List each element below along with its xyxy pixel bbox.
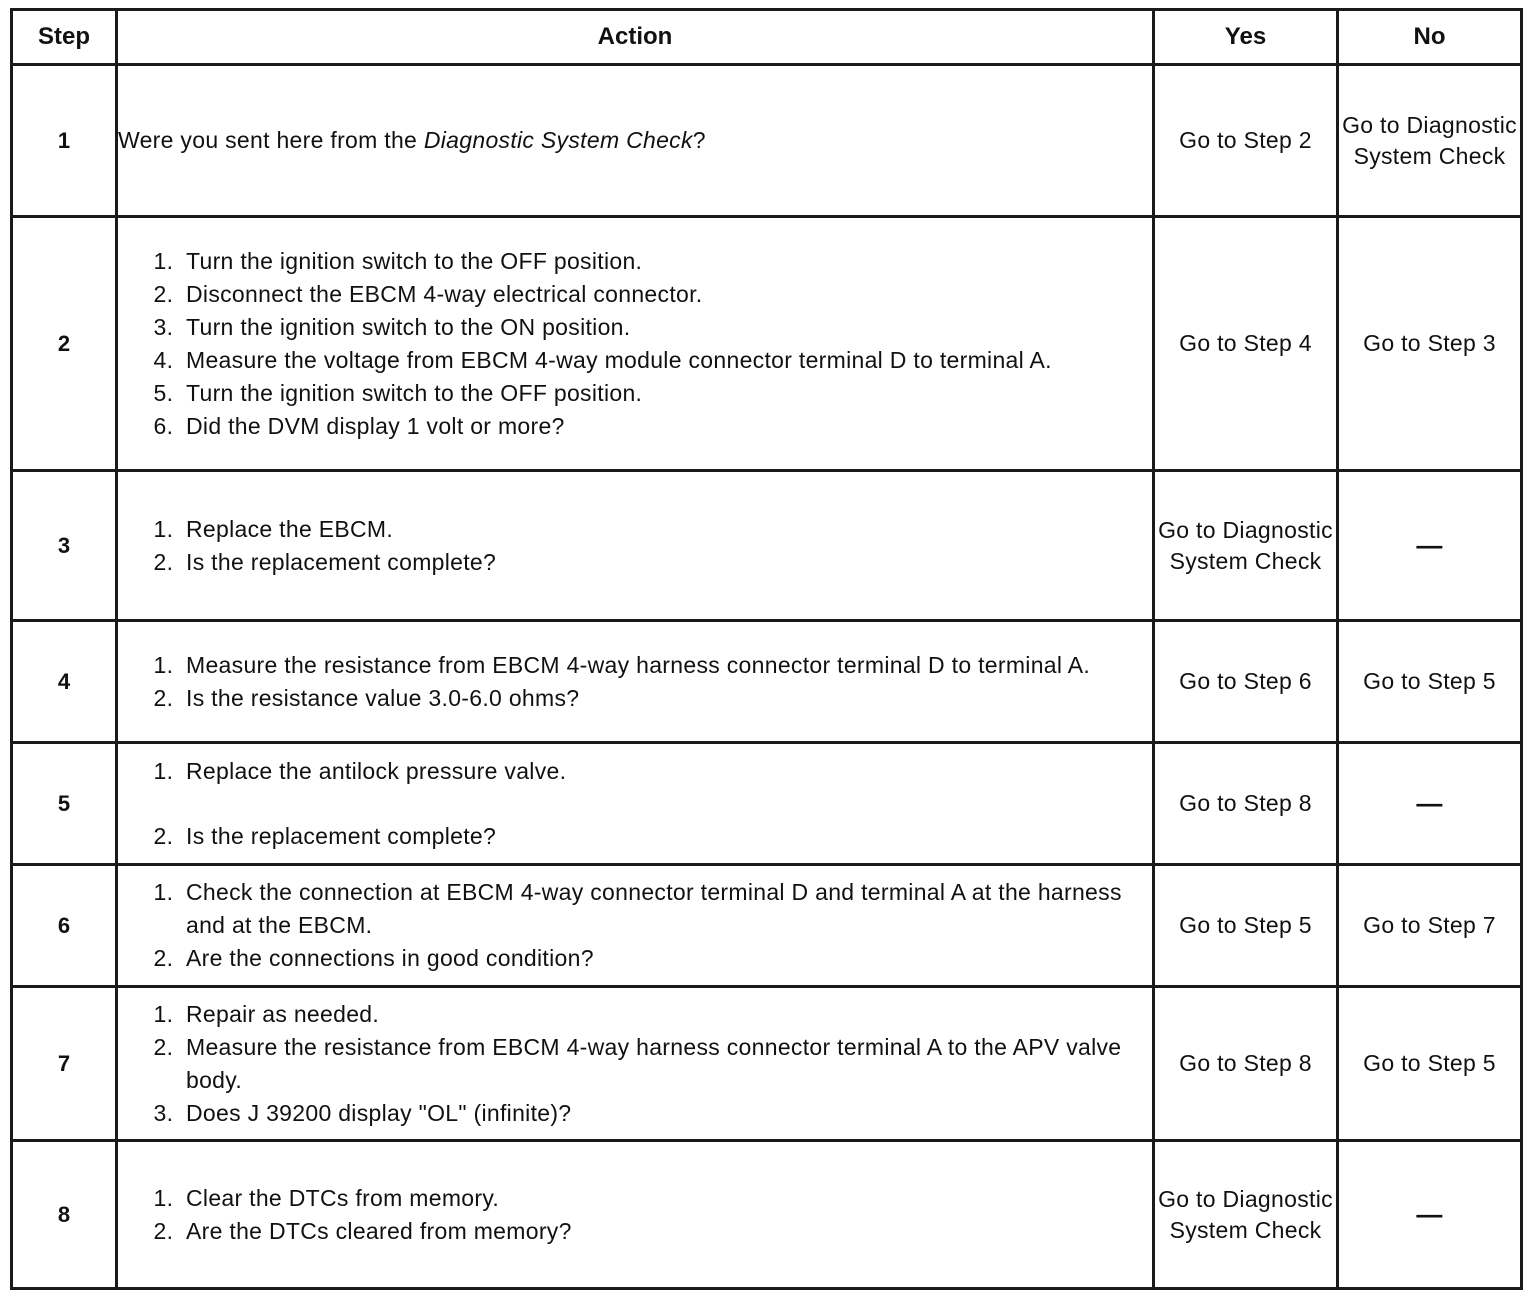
action-item: 1. Check the connection at EBCM 4-way connector terminal D and terminal A at the harness and at the EBCM. bbox=[180, 876, 1152, 942]
yes-cell: Go to Step 2 bbox=[1154, 65, 1338, 217]
action-cell bbox=[117, 471, 1154, 621]
table-row bbox=[12, 217, 1522, 471]
action-list bbox=[118, 245, 1152, 443]
action-item: 2. Measure the resistance from EBCM 4-way harness connector terminal A to the APV valve body. bbox=[180, 1031, 1152, 1097]
action-cell bbox=[117, 1141, 1154, 1289]
action-item: 2. Is the replacement complete? bbox=[180, 820, 1152, 853]
header-row bbox=[12, 10, 1522, 65]
no-action-dash: — bbox=[1416, 787, 1443, 818]
action-text: Were you sent here from the bbox=[118, 127, 424, 153]
header-no: No bbox=[1338, 10, 1522, 65]
action-item: 1. Repair as needed. bbox=[180, 998, 1152, 1031]
step-number: 8 bbox=[12, 1141, 117, 1289]
header-yes: Yes bbox=[1154, 10, 1338, 65]
no-cell: Go to Step 5 bbox=[1338, 621, 1522, 743]
action-item: 1. Measure the resistance from EBCM 4-way harness connector terminal D to terminal A. bbox=[180, 649, 1152, 682]
table-row bbox=[12, 987, 1522, 1141]
action-list bbox=[118, 513, 1152, 579]
yes-cell: Go to Step 8 bbox=[1154, 743, 1338, 865]
action-reference: Diagnostic System Check bbox=[423, 127, 693, 153]
action-list bbox=[118, 998, 1152, 1130]
action-list bbox=[118, 649, 1152, 715]
no-cell: Go to Step 5 bbox=[1338, 987, 1522, 1141]
step-number: 7 bbox=[12, 987, 117, 1141]
action-item: 2. Disconnect the EBCM 4-way electrical connector. bbox=[180, 278, 1152, 311]
action-item: 2. Is the replacement complete? bbox=[180, 546, 1152, 579]
table-row bbox=[12, 865, 1522, 987]
action-list bbox=[118, 1182, 1152, 1248]
table-row bbox=[12, 621, 1522, 743]
action-text-end: ? bbox=[692, 127, 706, 153]
yes-cell: Go to Diagnostic System Check bbox=[1154, 471, 1338, 621]
action-item: 2. Is the resistance value 3.0-6.0 ohms? bbox=[180, 682, 1152, 715]
header-step: Step bbox=[12, 10, 117, 65]
no-action-dash: — bbox=[1416, 529, 1443, 560]
header-action: Action bbox=[117, 10, 1154, 65]
step-number: 3 bbox=[12, 471, 117, 621]
no-cell: Go to Step 7 bbox=[1338, 865, 1522, 987]
yes-cell: Go to Diagnostic System Check bbox=[1154, 1141, 1338, 1289]
table-row bbox=[12, 743, 1522, 865]
action-item: 1. Replace the EBCM. bbox=[180, 513, 1152, 546]
no-cell: Go to Step 3 bbox=[1338, 217, 1522, 471]
yes-cell: Go to Step 8 bbox=[1154, 987, 1338, 1141]
step-number: 5 bbox=[12, 743, 117, 865]
action-item: 1. Turn the ignition switch to the OFF position. bbox=[180, 245, 1152, 278]
action-list bbox=[118, 755, 1152, 853]
action-cell bbox=[117, 865, 1154, 987]
no-cell: Go to Diagnostic System Check bbox=[1338, 65, 1522, 217]
action-item: 3. Does J 39200 display "OL" (infinite)? bbox=[180, 1097, 1152, 1130]
action-item: 3. Turn the ignition switch to the ON position. bbox=[180, 311, 1152, 344]
action-item: 1. Clear the DTCs from memory. bbox=[180, 1182, 1152, 1215]
action-item: 6. Did the DVM display 1 volt or more? bbox=[180, 410, 1152, 443]
action-item: 1. Replace the antilock pressure valve. bbox=[180, 755, 1152, 788]
step-number: 6 bbox=[12, 865, 117, 987]
yes-cell: Go to Step 5 bbox=[1154, 865, 1338, 987]
action-list bbox=[118, 876, 1152, 975]
table-row bbox=[12, 1141, 1522, 1289]
action-cell bbox=[117, 621, 1154, 743]
table-row bbox=[12, 65, 1522, 217]
no-cell bbox=[1338, 471, 1522, 621]
action-item: 4. Measure the voltage from EBCM 4-way module connector terminal D to terminal A. bbox=[180, 344, 1152, 377]
step-number: 4 bbox=[12, 621, 117, 743]
action-item: 2. Are the DTCs cleared from memory? bbox=[180, 1215, 1152, 1248]
action-item: 5. Turn the ignition switch to the OFF position. bbox=[180, 377, 1152, 410]
yes-cell: Go to Step 4 bbox=[1154, 217, 1338, 471]
action-cell bbox=[117, 217, 1154, 471]
table-row bbox=[12, 471, 1522, 621]
yes-cell: Go to Step 6 bbox=[1154, 621, 1338, 743]
action-cell bbox=[117, 987, 1154, 1141]
diagnostic-table bbox=[10, 8, 1523, 1290]
action-cell bbox=[117, 65, 1154, 217]
step-number: 2 bbox=[12, 217, 117, 471]
no-cell bbox=[1338, 743, 1522, 865]
action-cell bbox=[117, 743, 1154, 865]
no-action-dash: — bbox=[1416, 1198, 1443, 1229]
step-number: 1 bbox=[12, 65, 117, 217]
action-item: 2. Are the connections in good condition? bbox=[180, 942, 1152, 975]
no-cell bbox=[1338, 1141, 1522, 1289]
